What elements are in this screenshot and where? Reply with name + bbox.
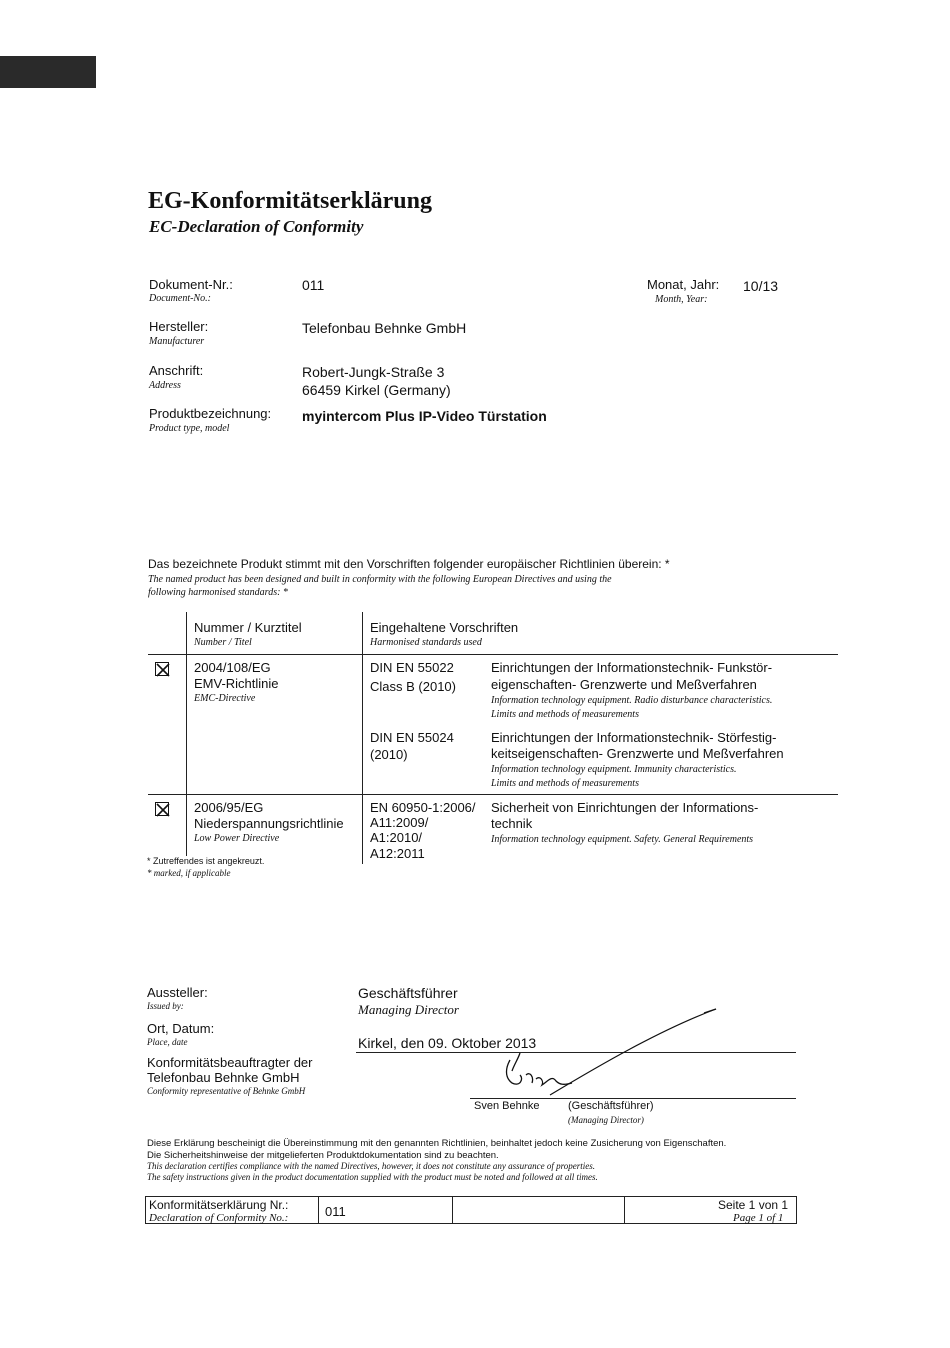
std3-desc-de2: technik	[491, 816, 533, 831]
std2-code-1: DIN EN 55024	[370, 730, 454, 745]
address-line1: Robert-Jungk-Straße 3	[302, 364, 445, 380]
product-label-en: Product type, model	[149, 423, 230, 434]
col1-header: Nummer / Kurztitel	[194, 620, 302, 635]
row1-title: EMV-Richtlinie	[194, 676, 279, 691]
place-label: Ort, Datum:	[147, 1021, 215, 1036]
std1-desc-de1: Einrichtungen der Informationstechnik- Funkstör-	[491, 660, 773, 675]
month-year-label-en: Month, Year:	[655, 294, 708, 305]
footer-page-en: Page 1 of 1	[733, 1212, 784, 1224]
table-hline-row1	[148, 794, 838, 795]
std3-desc-en1: Information technology equipment. Safety. General Requirements	[491, 834, 754, 845]
disclaimer-en-1: This declaration certifies compliance with the named Directives, however, it does not constitute any assurance of properties.	[147, 1161, 596, 1171]
row2-title: Niederspannungsrichtlinie	[194, 816, 344, 831]
std1-desc-de2: eigenschaften- Grenzwerte und Meßverfahren	[491, 677, 757, 692]
place-date: Kirkel, den 09. Oktober 2013	[358, 1035, 537, 1051]
disclaimer-de-2: Die Sicherheitshinweise der mitgelieferten Produktdokumentation sind zu beachten.	[147, 1150, 499, 1161]
footnote-de: * Zutreffendes ist angekreuzt.	[147, 856, 265, 866]
std2-desc-en1: Information technology equipment. Immunity characteristics.	[491, 764, 737, 775]
title-de: EG-Konformitätserklärung	[148, 188, 432, 214]
product-label: Produktbezeichnung:	[149, 406, 272, 421]
address-label: Anschrift:	[149, 363, 204, 378]
row1-num: 2004/108/EG	[194, 660, 271, 675]
col1-header-en: Number / Titel	[194, 637, 252, 648]
row2-checkbox	[155, 802, 169, 816]
month-year-label: Monat, Jahr:	[647, 277, 720, 292]
std3-code-2: A11:2009/	[370, 815, 429, 830]
rep-label-1: Konformitätsbeauftragter der	[147, 1055, 313, 1070]
footer-value: 011	[325, 1204, 346, 1219]
footer-page: Seite 1 von 1	[718, 1198, 789, 1212]
month-year-value: 10/13	[743, 278, 779, 294]
row1-title-en: EMC-Directive	[194, 693, 256, 704]
signer-name: Sven Behnke	[474, 1100, 540, 1112]
address-label-en: Address	[149, 380, 181, 391]
std2-desc-de1: Einrichtungen der Informationstechnik- Störfestig-	[491, 730, 777, 745]
std2-desc-de2: keitseigenschaften- Grenzwerte und Meßverfahren	[491, 746, 784, 761]
signature-line	[470, 1098, 796, 1099]
table-vline-2	[362, 612, 363, 864]
document-no-label-en: Document-No.:	[149, 293, 211, 304]
disclaimer-de-1: Diese Erklärung bescheinigt die Übereinstimmung mit den genannten Richtlinien, beinhaltet jedoch keine Zusicherung von Eigenschaften.	[147, 1138, 727, 1149]
disclaimer-en-2: The safety instructions given in the product documentation supplied with the product must be noted and followed at all times.	[147, 1172, 598, 1182]
footer-label: Konformitätserklärung Nr.:	[149, 1198, 289, 1212]
address-line2: 66459 Kirkel (Germany)	[302, 382, 451, 398]
title-en: EC-Declaration of Conformity	[149, 217, 364, 236]
rep-label-2: Telefonbau Behnke GmbH	[147, 1070, 300, 1085]
std3-code-4: A12:2011	[370, 846, 425, 861]
std1-desc-en2: Limits and methods of measurements	[491, 709, 639, 720]
signer-role: (Geschäftsführer)	[568, 1100, 654, 1112]
std3-code-1: EN 60950-1:2006/	[370, 800, 476, 815]
manufacturer-label-en: Manufacturer	[149, 336, 205, 347]
col2-header-en: Harmonised standards used	[370, 637, 482, 648]
footer-vline-1	[318, 1196, 319, 1224]
std1-desc-en1: Information technology equipment. Radio disturbance characteristics.	[491, 695, 773, 706]
std3-code-3: A1:2010/	[370, 830, 423, 845]
manufacturer-value: Telefonbau Behnke GmbH	[302, 320, 467, 336]
signer-role-en: (Managing Director)	[568, 1115, 644, 1125]
manufacturer-label: Hersteller:	[149, 319, 209, 334]
footnote-en: * marked, if applicable	[147, 868, 231, 878]
statement-de: Das bezeichnete Produkt stimmt mit den Vorschriften folgender europäischer Richtlinien überein: *	[148, 557, 670, 571]
footer-vline-3	[624, 1196, 625, 1224]
row1-checkbox	[155, 662, 169, 676]
place-label-en: Place, date	[147, 1037, 188, 1047]
std2-code-2: (2010)	[370, 747, 408, 762]
std3-desc-de1: Sicherheit von Einrichtungen der Informations-	[491, 800, 759, 815]
document-no-label: Dokument-Nr.:	[149, 277, 233, 292]
std1-code-1: DIN EN 55022	[370, 660, 454, 675]
document-no-value: 011	[302, 277, 325, 293]
col2-header: Eingehaltene Vorschriften	[370, 620, 519, 635]
std1-code-2: Class B (2010)	[370, 679, 456, 694]
footer-label-en: Declaration of Conformity No.:	[149, 1212, 289, 1224]
handwritten-signature	[490, 1005, 730, 1100]
product-value: myintercom Plus IP-Video Türstation	[302, 408, 547, 424]
issuer-role-en: Managing Director	[358, 1002, 459, 1017]
issuer-role: Geschäftsführer	[358, 985, 458, 1001]
statement-en-2: following harmonised standards: *	[148, 587, 288, 598]
footer-vline-2	[452, 1196, 453, 1224]
table-vline-1	[186, 612, 187, 856]
header-bar	[0, 56, 96, 88]
row2-num: 2006/95/EG	[194, 800, 264, 815]
issuer-label-en: Issued by:	[147, 1001, 184, 1011]
table-hline-header	[148, 654, 838, 655]
issuer-label: Aussteller:	[147, 985, 208, 1000]
statement-en-1: The named product has been designed and built in conformity with the following European Directives and using the	[148, 574, 612, 585]
rep-label-en: Conformity representative of Behnke GmbH	[147, 1086, 306, 1096]
row2-title-en: Low Power Directive	[194, 833, 280, 844]
std2-desc-en2: Limits and methods of measurements	[491, 778, 639, 789]
